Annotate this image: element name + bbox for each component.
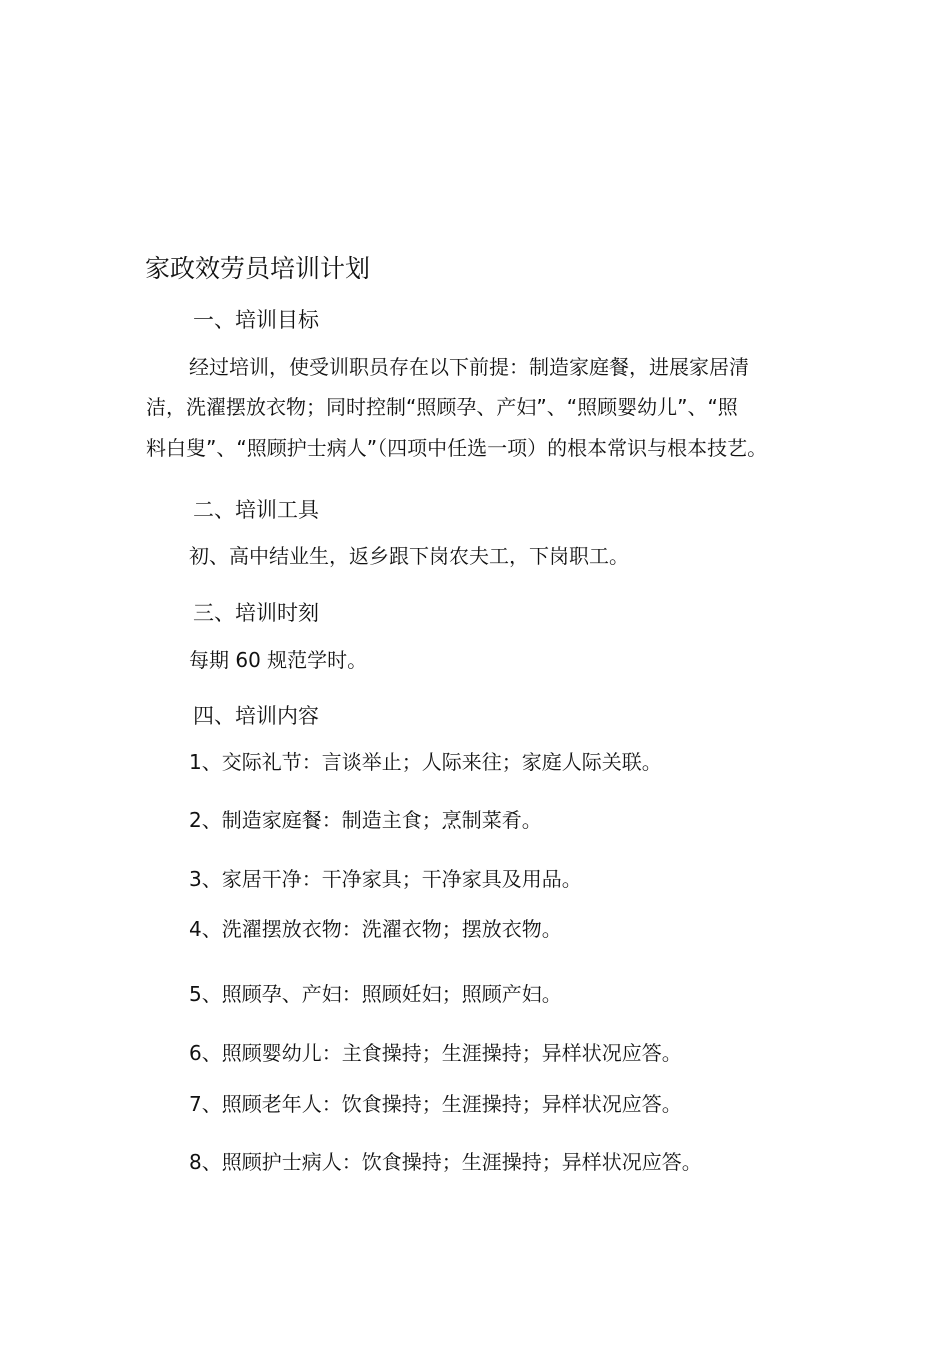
list-item: 7、照顾老年人：饮食操持；生涯操持；异样状况应答。 xyxy=(189,1092,682,1116)
list-item: 6、照顾婴幼儿：主食操持；生涯操持；异样状况应答。 xyxy=(189,1041,682,1065)
list-item: 4、洗濯摆放衣物：洗濯衣物；摆放衣物。 xyxy=(189,917,562,941)
target-text: 初、高中结业生，返乡跟下岗农夫工，下岗职工。 xyxy=(189,544,629,568)
section-heading-goal: 一、培训目标 xyxy=(193,308,319,332)
list-item: 1、交际礼节：言谈举止；人际来往；家庭人际关联。 xyxy=(189,750,662,774)
section-heading-target: 二、培训工具 xyxy=(193,498,319,522)
goal-line: 经过培训，使受训职员存在以下前提：制造家庭餐，进展家居清 xyxy=(189,355,749,379)
time-text: 每期 60 规范学时。 xyxy=(189,648,368,672)
list-item: 3、家居干净：干净家具；干净家具及用品。 xyxy=(189,867,582,891)
goal-line: 料白叟”、“照顾护士病人”（四项中任选一项）的根本常识与根本技艺。 xyxy=(146,436,768,460)
list-item: 2、制造家庭餐：制造主食；烹制菜肴。 xyxy=(189,808,542,832)
list-item: 5、照顾孕、产妇：照顾妊妇；照顾产妇。 xyxy=(189,982,562,1006)
document-title: 家政效劳员培训计划 xyxy=(145,254,371,283)
list-item: 8、照顾护士病人：饮食操持；生涯操持；异样状况应答。 xyxy=(189,1150,702,1174)
goal-line: 洁，洗濯摆放衣物；同时控制“照顾孕、产妇”、“照顾婴幼儿”、“照 xyxy=(146,395,738,419)
section-heading-content: 四、培训内容 xyxy=(193,704,319,728)
section-heading-time: 三、培训时刻 xyxy=(193,601,319,625)
